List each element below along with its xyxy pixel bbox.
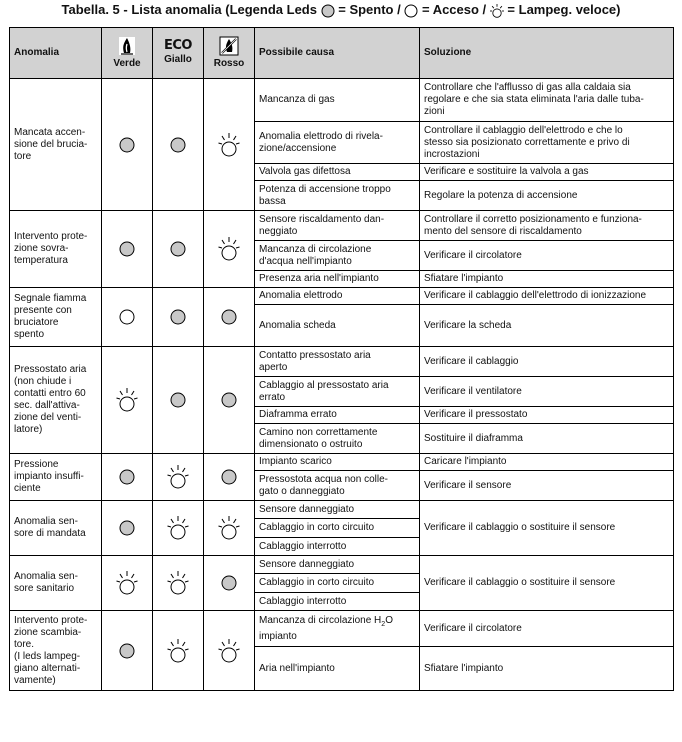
anomaly-table — [9, 27, 674, 691]
led-off-icon — [221, 469, 237, 485]
cause-cell: Pressostota acqua non colle- gato o danneggiato — [255, 471, 420, 501]
solution-cell: Verificare il circolatore — [420, 241, 674, 271]
led-off-icon — [170, 137, 186, 153]
anomaly-name: Pressione impianto insuffi- ciente — [10, 454, 102, 501]
cause-cell: Impianto scarico — [255, 454, 420, 471]
anomaly-name: Segnale fiamma presente con bruciatore spento — [10, 288, 102, 347]
header-causa: Possibile causa — [255, 28, 420, 79]
title-off: = Spento / — [338, 2, 401, 17]
solution-cell: Sostituire il diaframma — [420, 424, 674, 454]
cause-cell: Mancanza di gas — [255, 79, 420, 122]
cause-text: Mancanza di circolazione H — [259, 614, 382, 626]
led-off-icon — [119, 241, 135, 257]
led-cell — [204, 454, 255, 501]
led-cell — [102, 454, 153, 501]
led-off-icon — [119, 137, 135, 153]
solution-cell: Verificare il sensore — [420, 471, 674, 501]
cause-cell: Potenza di accensione troppo bassa — [255, 181, 420, 211]
led-off-icon — [170, 392, 186, 408]
cause-subscript: 2 — [381, 620, 386, 628]
led-cell — [204, 501, 255, 556]
cause-cell: Sensore riscaldamento dan- neggiato — [255, 211, 420, 241]
table-row — [10, 454, 674, 471]
table-title — [0, 1, 682, 20]
led-off-icon — [119, 469, 135, 485]
cause-cell: Cablaggio interrotto — [255, 593, 420, 611]
header-verde-label: Verde — [113, 58, 141, 69]
led-cell — [204, 611, 255, 691]
solution-cell: Verificare il cablaggio dell'elettrodo di ionizzazione — [420, 288, 674, 305]
led-cell — [153, 454, 204, 501]
table-row — [10, 347, 674, 377]
cause-cell: Cablaggio in corto circuito — [255, 574, 420, 593]
solution-cell: Verificare il cablaggio o sostituire il sensore — [420, 501, 674, 556]
led-blink-icon — [218, 515, 240, 541]
led-off-icon — [221, 392, 237, 408]
table-row — [10, 79, 674, 122]
led-blink-icon — [490, 2, 504, 20]
anomaly-name: Pressostato aria (non chiude i contatti entro 60 sec. dall'attiva- zione del venti- latore) — [10, 347, 102, 454]
led-cell — [102, 211, 153, 288]
led-off-icon — [221, 309, 237, 325]
led-blink-icon — [218, 132, 240, 158]
anomaly-name: Intervento prote- zione scambia- tore. (I leds lampeg- giano alternati- vamente) — [10, 611, 102, 691]
led-blink-icon — [116, 387, 138, 413]
solution-cell: Verificare la scheda — [420, 305, 674, 347]
solution-cell: Regolare la potenza di accensione — [420, 181, 674, 211]
led-cell — [102, 556, 153, 611]
table-row — [10, 211, 674, 241]
solution-cell: Controllare che l'afflusso di gas alla caldaia sia regolare e che sia stata eliminata l'aria dalle tuba- zioni — [420, 79, 674, 122]
cause-cell — [255, 611, 420, 647]
title-on: = Acceso / — [421, 2, 487, 17]
cause-cell: Aria nell'impianto — [255, 647, 420, 691]
table-row — [10, 501, 674, 519]
led-off-icon — [119, 643, 135, 659]
led-cell — [153, 79, 204, 211]
solution-cell: Caricare l'impianto — [420, 454, 674, 471]
cause-cell: Presenza aria nell'impianto — [255, 271, 420, 288]
header-rosso — [204, 28, 255, 79]
led-blink-icon — [167, 464, 189, 490]
cause-cell: Anomalia elettrodo di rivela- zione/accensione — [255, 122, 420, 164]
led-cell — [204, 347, 255, 454]
header-anomalia: Anomalia — [10, 28, 102, 79]
led-blink-icon — [167, 638, 189, 664]
led-on-icon — [119, 309, 135, 325]
led-on-icon — [404, 2, 418, 20]
header-verde — [102, 28, 153, 79]
led-off-icon — [170, 241, 186, 257]
led-cell — [204, 211, 255, 288]
title-blink: = Lampeg. veloce) — [507, 2, 621, 17]
header-rosso-label: Rosso — [213, 58, 245, 69]
led-blink-icon — [116, 570, 138, 596]
led-cell — [153, 556, 204, 611]
cause-cell: Sensore danneggiato — [255, 556, 420, 574]
led-cell — [102, 288, 153, 347]
cause-text-end: O — [385, 614, 393, 626]
solution-cell: Controllare il cablaggio dell'elettrodo e che lo stesso sia posizionato correttamente e privo di incrostazioni — [420, 122, 674, 164]
cause-cell: Diaframma errato — [255, 407, 420, 424]
solution-cell: Verificare il ventilatore — [420, 377, 674, 407]
cause-cell: Camino non correttamente dimensionato o ostruito — [255, 424, 420, 454]
led-cell — [153, 288, 204, 347]
flame-icon — [118, 41, 136, 52]
solution-cell: Sfiatare l'impianto — [420, 271, 674, 288]
solution-cell: Sfiatare l'impianto — [420, 647, 674, 691]
table-row — [10, 611, 674, 647]
anomaly-name: Mancata accen- sione del brucia- tore — [10, 79, 102, 211]
led-cell — [153, 211, 204, 288]
table-row — [10, 288, 674, 305]
led-off-icon — [119, 520, 135, 536]
title-prefix: Tabella. 5 - Lista anomalia (Legenda Leds — [61, 2, 317, 17]
eco-icon: ECO — [164, 38, 192, 53]
led-blink-icon — [167, 570, 189, 596]
led-cell — [153, 501, 204, 556]
led-cell — [204, 79, 255, 211]
header-soluzione: Soluzione — [420, 28, 674, 79]
led-cell — [204, 288, 255, 347]
table-header-row — [10, 28, 674, 79]
led-cell — [153, 611, 204, 691]
led-blink-icon — [167, 515, 189, 541]
cause-cell: Anomalia elettrodo — [255, 288, 420, 305]
solution-cell: Verificare il circolatore — [420, 611, 674, 647]
solution-cell: Verificare il pressostato — [420, 407, 674, 424]
led-off-icon — [221, 575, 237, 591]
table-row — [10, 556, 674, 574]
cause-cell: Cablaggio in corto circuito — [255, 519, 420, 538]
header-giallo — [153, 28, 204, 79]
cause-cell: Cablaggio al pressostato aria errato — [255, 377, 420, 407]
led-off-icon — [170, 309, 186, 325]
cause-cell: Cablaggio interrotto — [255, 538, 420, 556]
cause-cell: Contatto pressostato aria aperto — [255, 347, 420, 377]
cause-cell: Anomalia scheda — [255, 305, 420, 347]
header-giallo-label: Giallo — [164, 54, 192, 65]
led-cell — [102, 611, 153, 691]
solution-cell: Verificare il cablaggio o sostituire il sensore — [420, 556, 674, 611]
led-cell — [102, 347, 153, 454]
led-blink-icon — [218, 236, 240, 262]
led-blink-icon — [218, 638, 240, 664]
solution-cell: Verificare il cablaggio — [420, 347, 674, 377]
solution-cell: Verificare e sostituire la valvola a gas — [420, 164, 674, 181]
cause-cell: Valvola gas difettosa — [255, 164, 420, 181]
anomaly-name: Anomalia sen- sore di mandata — [10, 501, 102, 556]
cause-cell: Mancanza di circolazione d'acqua nell'impianto — [255, 241, 420, 271]
led-off-icon — [321, 2, 335, 20]
led-cell — [102, 501, 153, 556]
cause-cell: Sensore danneggiato — [255, 501, 420, 519]
led-cell — [153, 347, 204, 454]
led-cell — [102, 79, 153, 211]
anomaly-name: Intervento prote- zione sovra- temperatura — [10, 211, 102, 288]
solution-cell: Controllare il corretto posizionamento e funziona- mento del sensore di riscaldamento — [420, 211, 674, 241]
anomaly-name: Anomalia sen- sore sanitario — [10, 556, 102, 611]
led-cell — [204, 556, 255, 611]
cause-text-line2: impianto — [259, 630, 297, 642]
flame-blocked-icon — [219, 41, 239, 52]
